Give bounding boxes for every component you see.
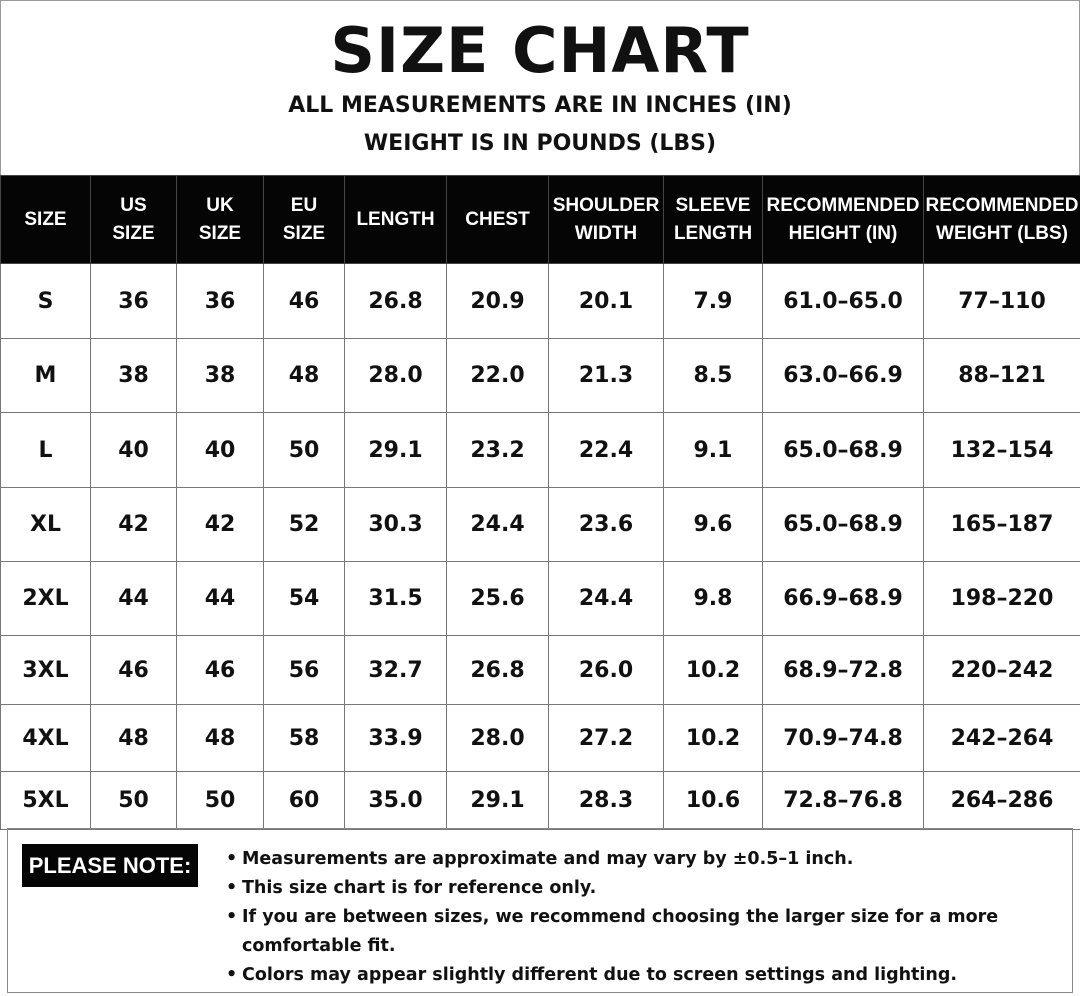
table-cell: 65.0–68.9 bbox=[763, 488, 924, 562]
column-header-text: SIZE bbox=[198, 222, 242, 244]
table-cell: 7.9 bbox=[664, 264, 763, 339]
table-cell: 10.2 bbox=[664, 705, 763, 772]
column-header bbox=[1, 176, 91, 264]
table-cell: 58 bbox=[264, 705, 345, 772]
column-header bbox=[177, 176, 264, 264]
table-cell: 9.6 bbox=[664, 488, 763, 562]
table-cell: 30.3 bbox=[345, 488, 447, 562]
column-header bbox=[447, 176, 549, 264]
column-header bbox=[91, 176, 177, 264]
table-cell: 26.0 bbox=[549, 636, 664, 705]
table-cell: 198–220 bbox=[924, 562, 1080, 636]
table-cell: 46 bbox=[177, 636, 264, 705]
table-cell: 48 bbox=[177, 705, 264, 772]
table-cell: 31.5 bbox=[345, 562, 447, 636]
table-cell: 66.9–68.9 bbox=[763, 562, 924, 636]
table-cell: 44 bbox=[177, 562, 264, 636]
table-cell: 44 bbox=[91, 562, 177, 636]
table-cell: 132–154 bbox=[924, 413, 1080, 488]
table-cell: 21.3 bbox=[549, 339, 664, 413]
table-cell: 28.0 bbox=[345, 339, 447, 413]
table-cell: 29.1 bbox=[447, 772, 549, 830]
table-cell: 36 bbox=[91, 264, 177, 339]
column-header-text: RECOMMENDED bbox=[925, 194, 1079, 216]
table-cell: 10.6 bbox=[664, 772, 763, 830]
column-header bbox=[345, 176, 447, 264]
column-header bbox=[763, 176, 924, 264]
table-cell: 26.8 bbox=[345, 264, 447, 339]
table-cell: 27.2 bbox=[549, 705, 664, 772]
table-cell: 48 bbox=[91, 705, 177, 772]
column-header-text: LENGTH bbox=[673, 222, 753, 244]
note-item: • This size chart is for reference only. bbox=[226, 874, 1042, 903]
table-row bbox=[1, 264, 1080, 339]
table-cell: 68.9–72.8 bbox=[763, 636, 924, 705]
table-cell: 165–187 bbox=[924, 488, 1080, 562]
note-item: • If you are between sizes, we recommend choosing the larger size for a more comfortable fit. bbox=[226, 903, 1042, 961]
size-label-cell: L bbox=[1, 413, 91, 488]
column-header-text: EU bbox=[290, 194, 318, 216]
table-cell: 25.6 bbox=[447, 562, 549, 636]
column-header bbox=[549, 176, 664, 264]
table-cell: 8.5 bbox=[664, 339, 763, 413]
table-header-row bbox=[1, 176, 1080, 264]
table-cell: 54 bbox=[264, 562, 345, 636]
size-label-cell: XL bbox=[1, 488, 91, 562]
table-cell: 56 bbox=[264, 636, 345, 705]
note-box bbox=[7, 828, 1073, 993]
column-header-text: UK bbox=[206, 194, 234, 216]
table-cell: 20.1 bbox=[549, 264, 664, 339]
table-cell: 29.1 bbox=[345, 413, 447, 488]
column-header-text: SHOULDER bbox=[552, 194, 660, 216]
size-label-cell: 4XL bbox=[1, 705, 91, 772]
table-cell: 65.0–68.9 bbox=[763, 413, 924, 488]
table-cell: 9.8 bbox=[664, 562, 763, 636]
table-body bbox=[1, 264, 1080, 830]
table-cell: 9.1 bbox=[664, 413, 763, 488]
column-header-text: HEIGHT (IN) bbox=[788, 222, 898, 244]
table-cell: 10.2 bbox=[664, 636, 763, 705]
table-cell: 52 bbox=[264, 488, 345, 562]
column-header-text: WIDTH bbox=[574, 222, 638, 244]
column-header-text: US bbox=[120, 194, 147, 216]
table-cell: 60 bbox=[264, 772, 345, 830]
size-label-cell: 2XL bbox=[1, 562, 91, 636]
note-item: • Colors may appear slightly different due to screen settings and lighting. bbox=[226, 961, 1042, 990]
table-cell: 220–242 bbox=[924, 636, 1080, 705]
table-cell: 40 bbox=[91, 413, 177, 488]
table-cell: 38 bbox=[177, 339, 264, 413]
column-header-text: RECOMMENDED bbox=[766, 194, 920, 216]
note-item: • Measurements are approximate and may vary by ±0.5–1 inch. bbox=[226, 845, 1042, 874]
table-cell: 36 bbox=[177, 264, 264, 339]
table-cell: 40 bbox=[177, 413, 264, 488]
table-cell: 24.4 bbox=[447, 488, 549, 562]
chart-header bbox=[0, 0, 1080, 176]
column-header-text: SIZE bbox=[24, 208, 67, 230]
table-cell: 50 bbox=[91, 772, 177, 830]
column-header-text: SIZE bbox=[282, 222, 326, 244]
table-cell: 22.4 bbox=[549, 413, 664, 488]
table-cell: 28.0 bbox=[447, 705, 549, 772]
table-cell: 77–110 bbox=[924, 264, 1080, 339]
size-label-cell: 5XL bbox=[1, 772, 91, 830]
table-row bbox=[1, 705, 1080, 772]
table-cell: 242–264 bbox=[924, 705, 1080, 772]
table-row bbox=[1, 413, 1080, 488]
table-cell: 72.8–76.8 bbox=[763, 772, 924, 830]
column-header-text: SIZE bbox=[112, 222, 155, 244]
column-header-text: LENGTH bbox=[356, 208, 435, 230]
table-cell: 63.0–66.9 bbox=[763, 339, 924, 413]
page-title: SIZE CHART bbox=[330, 14, 750, 87]
table-cell: 23.6 bbox=[549, 488, 664, 562]
table-cell: 46 bbox=[91, 636, 177, 705]
table-cell: 46 bbox=[264, 264, 345, 339]
table-cell: 22.0 bbox=[447, 339, 549, 413]
table-cell: 88–121 bbox=[924, 339, 1080, 413]
table-cell: 42 bbox=[91, 488, 177, 562]
table-row bbox=[1, 636, 1080, 705]
units-note-inches: ALL MEASUREMENTS ARE IN INCHES (IN) bbox=[288, 93, 792, 118]
column-header-text: WEIGHT (LBS) bbox=[936, 222, 1068, 244]
table-row bbox=[1, 488, 1080, 562]
table-cell: 264–286 bbox=[924, 772, 1080, 830]
table-cell: 20.9 bbox=[447, 264, 549, 339]
size-label-cell: 3XL bbox=[1, 636, 91, 705]
column-header bbox=[924, 176, 1080, 264]
table-row bbox=[1, 339, 1080, 413]
table-cell: 28.3 bbox=[549, 772, 664, 830]
table-row bbox=[1, 562, 1080, 636]
table-cell: 48 bbox=[264, 339, 345, 413]
column-header bbox=[264, 176, 345, 264]
table-cell: 23.2 bbox=[447, 413, 549, 488]
units-note-pounds: WEIGHT IS IN POUNDS (LBS) bbox=[363, 131, 717, 156]
size-table bbox=[0, 175, 1080, 830]
note-list bbox=[226, 845, 1042, 990]
column-header bbox=[664, 176, 763, 264]
table-cell: 35.0 bbox=[345, 772, 447, 830]
table-cell: 42 bbox=[177, 488, 264, 562]
please-note-badge: PLEASE NOTE: bbox=[22, 844, 198, 887]
table-cell: 50 bbox=[177, 772, 264, 830]
table-row bbox=[1, 772, 1080, 830]
table-cell: 70.9–74.8 bbox=[763, 705, 924, 772]
size-label-cell: M bbox=[1, 339, 91, 413]
table-cell: 33.9 bbox=[345, 705, 447, 772]
table-cell: 50 bbox=[264, 413, 345, 488]
table-cell: 32.7 bbox=[345, 636, 447, 705]
column-header-text: CHEST bbox=[465, 208, 530, 230]
column-header-text: SLEEVE bbox=[675, 194, 751, 216]
table-cell: 24.4 bbox=[549, 562, 664, 636]
table-cell: 61.0–65.0 bbox=[763, 264, 924, 339]
size-label-cell: S bbox=[1, 264, 91, 339]
table-cell: 26.8 bbox=[447, 636, 549, 705]
table-cell: 38 bbox=[91, 339, 177, 413]
